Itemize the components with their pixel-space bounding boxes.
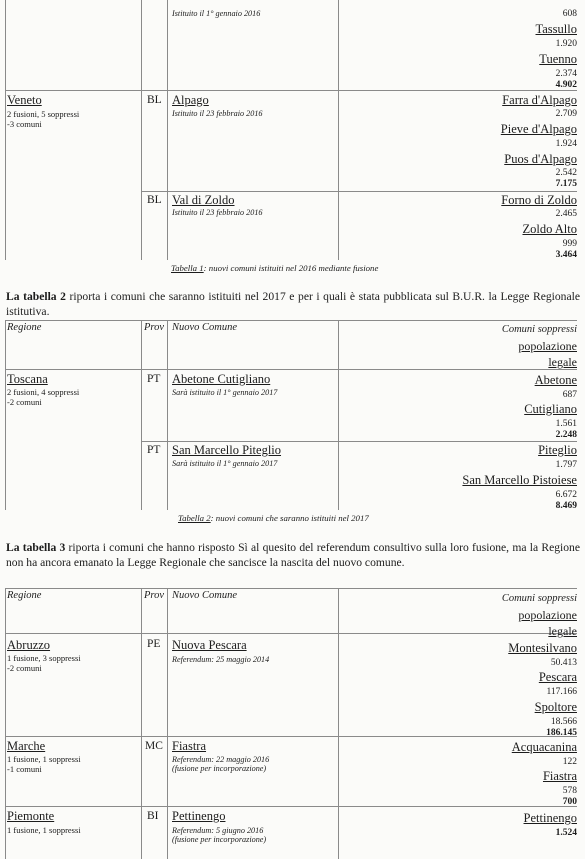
table-caption: Tabella 2: nuovi comuni che saranno istituiti nel 2017: [178, 513, 369, 523]
suppressed-comune: Puos d'Alpago: [504, 152, 577, 166]
population-total: 4.902: [555, 80, 577, 90]
table-border: [141, 588, 142, 859]
region-summary: 1 fusione, 1 soppressi -1 comuni: [7, 754, 81, 774]
table-border: [5, 0, 6, 260]
region-summary: 1 fusione, 1 soppressi: [7, 825, 81, 835]
comune-note: Sarà istituito il 1° gennaio 2017: [172, 459, 278, 468]
column-header-popolazione: popolazione: [518, 608, 577, 622]
table-row-divider: [5, 806, 577, 807]
table-border: [5, 588, 6, 859]
region-summary: 2 fusioni, 4 soppressi -2 comuni: [7, 387, 80, 407]
table-border: [5, 320, 6, 510]
region-name: Marche: [7, 739, 46, 753]
new-comune-name: Alpago: [172, 93, 209, 107]
comune-note: Istituito il 23 febbraio 2016: [172, 208, 263, 217]
population-total: 186.145: [546, 728, 577, 738]
region-name: Veneto: [7, 93, 42, 107]
comune-note: Istituito il 1° gennaio 2016: [172, 9, 261, 18]
table-border: [5, 588, 577, 589]
table-row-divider: [5, 90, 577, 91]
region-summary: 2 fusioni, 5 soppressi -3 comuni: [7, 109, 80, 129]
column-header-legale: legale: [548, 624, 577, 638]
suppressed-comune: Spoltore: [534, 700, 577, 714]
population-value: 687: [562, 390, 577, 400]
suppressed-comune: Acquacanina: [511, 740, 577, 754]
population-total: 8.469: [555, 501, 577, 511]
suppressed-comune: Piteglio: [538, 443, 577, 457]
new-comune-name: San Marcello Piteglio: [172, 443, 282, 457]
comune-note: Referendum: 5 giugno 2016 (fusione per incorporazione): [172, 826, 267, 845]
population-value: 1.920: [555, 39, 577, 49]
column-header-prov: Prov: [144, 322, 165, 333]
province-code: PE: [147, 638, 161, 650]
suppressed-comune: Montesilvano: [508, 641, 577, 655]
population-value: 1.524: [555, 828, 577, 838]
population-total: 700: [562, 797, 577, 807]
province-code: BI: [147, 810, 159, 822]
population-value: 578: [562, 786, 577, 796]
region-summary: 1 fusione, 3 soppressi -2 comuni: [7, 653, 81, 673]
new-comune-name: Pettinengo: [172, 809, 226, 823]
population-value: 1.561: [555, 419, 577, 429]
column-header-nuovo-comune: Nuovo Comune: [172, 590, 238, 601]
table-border: [141, 0, 142, 260]
table-caption: Tabella 1: nuovi comuni istituiti nel 2016 mediante fusione: [171, 263, 379, 273]
column-header-regione: Regione: [7, 590, 42, 601]
new-comune-name: Abetone Cutigliano: [172, 372, 271, 386]
column-header-popolazione: popolazione: [518, 339, 577, 353]
population-value: 6.672: [555, 490, 577, 500]
population-value: 2.542: [555, 168, 577, 178]
province-code: BL: [147, 194, 162, 206]
table-border: [167, 0, 168, 260]
paragraph-table-2: La tabella 2 riporta i comuni che saranno istituiti nel 2017 e per i quali è stata pubblicata sul B.U.R. la Legge Regionale istitutiva.: [6, 290, 580, 318]
comune-note: Istituito il 23 febbraio 2016: [172, 109, 263, 118]
comune-note: Referendum: 25 maggio 2014: [172, 655, 270, 664]
new-comune-name: Nuova Pescara: [172, 638, 247, 652]
table-row-divider: [5, 736, 577, 737]
suppressed-comune: Cutigliano: [524, 402, 577, 416]
suppressed-comune: Fiastra: [542, 769, 577, 783]
population-value: 117.166: [546, 687, 577, 697]
paragraph-table-3: La tabella 3 riporta i comuni che hanno risposto Sì al quesito del referendum consultivo sulla loro fusione, ma la Regione non ha ancora emanato la Legge Regionale che sancisce la nascita del nuovo comune.: [6, 541, 580, 569]
population-total: 7.175: [555, 179, 577, 189]
population-value: 122: [562, 757, 577, 767]
suppressed-comune: Pieve d'Alpago: [500, 122, 577, 136]
region-name: Abruzzo: [7, 638, 51, 652]
population-value: 1.797: [555, 460, 577, 470]
table-border: [338, 0, 339, 260]
province-code: PT: [147, 444, 161, 456]
table-row-divider: [141, 441, 577, 442]
population-value: 50.413: [550, 658, 577, 668]
column-header-comuni-soppressi: Comuni soppressi: [501, 324, 577, 335]
column-header-comuni-soppressi: Comuni soppressi: [501, 593, 577, 604]
region-name: Piemonte: [7, 809, 55, 823]
column-header-nuovo-comune: Nuovo Comune: [172, 322, 238, 333]
table-border: [338, 320, 339, 510]
population-total: 3.464: [555, 250, 577, 260]
table-border: [5, 320, 577, 321]
column-header-regione: Regione: [7, 322, 42, 333]
suppressed-comune: Farra d'Alpago: [502, 93, 577, 107]
table-border: [167, 588, 168, 859]
table-row-divider: [5, 633, 577, 634]
population-value: 2.465: [555, 209, 577, 219]
population-value: 999: [562, 239, 577, 249]
population-value: 1.924: [555, 139, 577, 149]
population-value: 2.709: [555, 109, 577, 119]
suppressed-comune: Tuenno: [539, 52, 577, 66]
suppressed-comune: San Marcello Pistoiese: [462, 473, 577, 487]
population-value: 608: [562, 9, 577, 19]
new-comune-name: Fiastra: [172, 739, 207, 753]
table-border: [141, 320, 142, 510]
suppressed-comune: Abetone: [534, 373, 577, 387]
comune-note: Sarà istituito il 1° gennaio 2017: [172, 388, 278, 397]
population-value: 18.566: [550, 717, 577, 727]
suppressed-comune: Zoldo Alto: [522, 222, 577, 236]
new-comune-name: Val di Zoldo: [172, 193, 235, 207]
column-header-prov: Prov: [144, 590, 165, 601]
province-code: BL: [147, 94, 162, 106]
suppressed-comune: Pettinengo: [523, 811, 577, 825]
table-border: [338, 588, 339, 859]
suppressed-comune: Pescara: [538, 670, 577, 684]
suppressed-comune: Forno di Zoldo: [501, 193, 577, 207]
column-header-legale: legale: [548, 355, 577, 369]
table-row-divider: [141, 191, 577, 192]
province-code: PT: [147, 373, 161, 385]
table-border: [167, 320, 168, 510]
region-name: Toscana: [7, 372, 48, 386]
table-row-divider: [5, 369, 577, 370]
population-total: 2.248: [555, 430, 577, 440]
suppressed-comune: Tassullo: [535, 22, 577, 36]
comune-note: Referendum: 22 maggio 2016 (fusione per incorporazione): [172, 755, 270, 774]
population-value: 2.374: [555, 69, 577, 79]
province-code: MC: [145, 740, 163, 752]
